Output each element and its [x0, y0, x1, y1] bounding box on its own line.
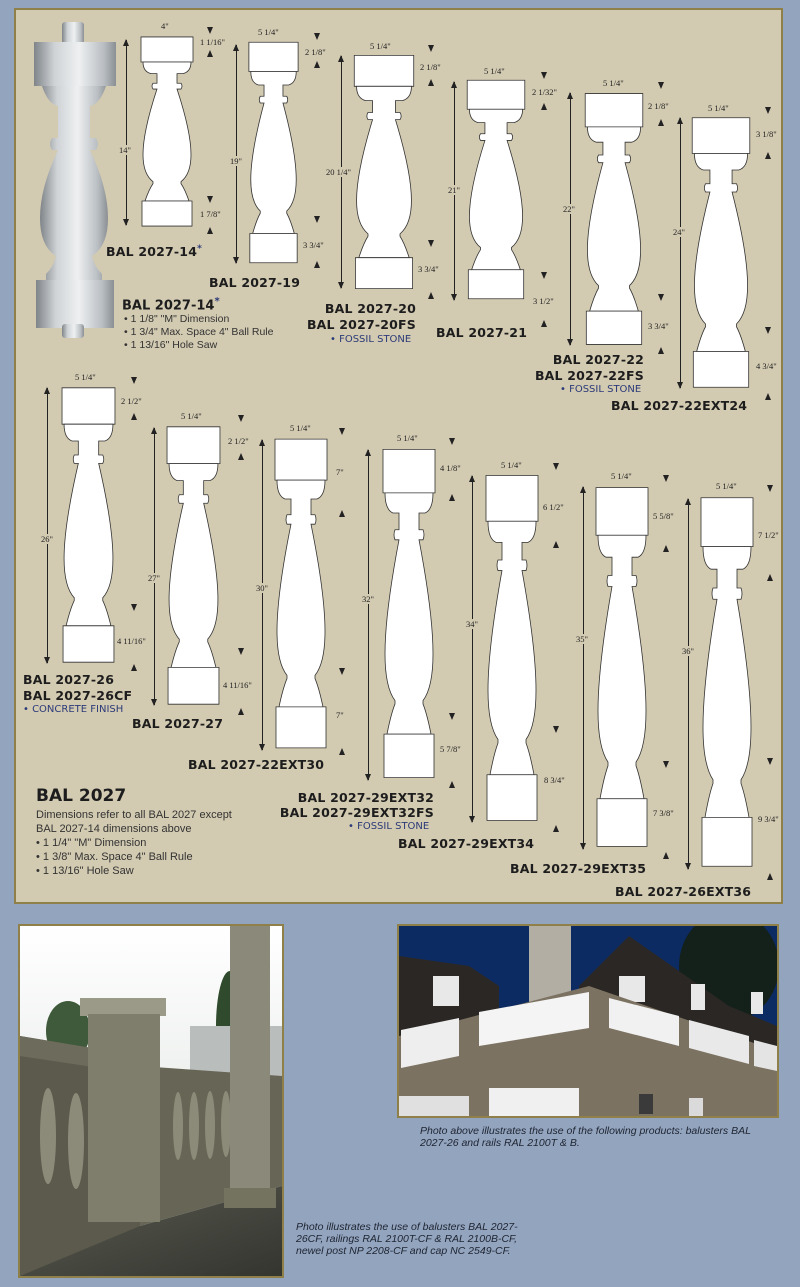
model-label: BAL 2027-22 [552, 352, 644, 367]
model-label: BAL 2027-29EXT32FS [279, 805, 434, 820]
arrow-up-icon [339, 510, 345, 517]
arrow-down-icon [541, 272, 547, 279]
baluster-drawing-2027-29ext35 [594, 484, 650, 850]
arrow-up-icon [339, 748, 345, 755]
arrow-up-icon [207, 227, 213, 234]
arrow-up-icon [767, 574, 773, 581]
height-dim: 20 1/4" [326, 167, 351, 177]
model-label: BAL 2027-22EXT24 [611, 398, 748, 413]
arrow-down-icon [553, 463, 559, 470]
height-dim: 36" [682, 646, 694, 656]
width-dim: 5 1/4" [484, 66, 505, 76]
arrow-down-icon [339, 428, 345, 435]
width-dim: 4" [161, 21, 169, 31]
arrow-down-icon [428, 45, 434, 52]
baluster-drawing-2027-26ext36 [699, 494, 755, 870]
top-dim: 3 1/8" [756, 129, 777, 139]
general-note-line: Dimensions refer to all BAL 2027 except [36, 809, 232, 821]
bottom-dim: 8 3/4" [544, 775, 565, 785]
model-label: BAL 2027-29EXT34 [398, 836, 535, 851]
arrow-down-icon [765, 327, 771, 334]
arrow-up-icon [314, 261, 320, 268]
arrow-down-icon [658, 82, 664, 89]
arrow-down-icon [663, 761, 669, 768]
hero-spec: • 1 1/8" "M" Dimension [124, 313, 273, 326]
general-note-line: BAL 2027-14 dimensions above [36, 823, 192, 835]
arrow-down-icon [663, 475, 669, 482]
hero-spec: • 1 3/4" Max. Space 4" Ball Rule [124, 326, 273, 339]
arrow-up-icon [207, 50, 213, 57]
baluster-drawing-2027-22ext24 [690, 115, 752, 390]
arrow-down-icon [428, 240, 434, 247]
width-dim: 5 1/4" [611, 471, 632, 481]
height-arrow [688, 499, 689, 869]
arrow-down-icon [207, 196, 213, 203]
porch-balustrade-photo [18, 924, 284, 1278]
arrow-down-icon [767, 485, 773, 492]
arrow-up-icon [663, 545, 669, 552]
asterisk-icon: * [214, 296, 220, 307]
baluster-3d-render-icon [28, 18, 120, 338]
model-label: BAL 2027-26CF [23, 688, 133, 703]
arrow-down-icon [553, 726, 559, 733]
arrow-up-icon [658, 119, 664, 126]
arrow-up-icon [765, 393, 771, 400]
top-dim: 2 1/2" [228, 436, 249, 446]
general-note-body [36, 808, 232, 878]
arrow-up-icon [765, 152, 771, 159]
height-dim: 21" [448, 185, 460, 195]
baluster-drawing-2027-22ext30 [273, 436, 329, 751]
hero-spec: • 1 13/16" Hole Saw [124, 339, 273, 352]
width-dim: 5 1/4" [75, 372, 96, 382]
asterisk-icon: * [197, 244, 203, 254]
height-dim: 32" [362, 594, 374, 604]
baluster-drawing-2027-21 [465, 78, 527, 301]
bottom-dim: 7 3/8" [653, 808, 674, 818]
height-arrow [126, 40, 127, 225]
left-photo-caption: Photo illustrates the use of balusters BAL 2027-26CF, railings RAL 2100T-CF & RAL 2100B-CF, newel post NP 2208-CF and cap NC 2549-CF. [296, 1221, 518, 1257]
model-label: BAL 2027-22EXT30 [188, 757, 325, 772]
top-dim: 2 1/32" [532, 87, 557, 97]
arrow-up-icon [553, 541, 559, 548]
baluster-drawing-2027-29ext32 [381, 446, 437, 781]
height-dim: 24" [673, 227, 685, 237]
height-dim: 35" [576, 634, 588, 644]
arrow-down-icon [541, 72, 547, 79]
height-dim: 30" [256, 583, 268, 593]
arrow-down-icon [314, 33, 320, 40]
general-note-spec: • 1 1/4" "M" Dimension [36, 836, 232, 850]
hero-specs [124, 313, 273, 352]
height-dim: 27" [148, 573, 160, 583]
height-dim: 14" [119, 145, 131, 155]
arrow-down-icon [207, 27, 213, 34]
top-dim: 6 1/2" [543, 502, 564, 512]
bottom-dim: 3 3/4" [648, 321, 669, 331]
bottom-dim: 3 3/4" [418, 264, 439, 274]
arrow-down-icon [131, 604, 137, 611]
arrow-down-icon [131, 377, 137, 384]
top-dim: 7 1/2" [758, 530, 779, 540]
bottom-dim: 7" [336, 710, 344, 720]
top-dim: 7" [336, 467, 344, 477]
height-dim: 34" [466, 619, 478, 629]
height-arrow [680, 118, 681, 388]
arrow-up-icon [658, 347, 664, 354]
arrow-down-icon [238, 648, 244, 655]
model-label: BAL 2027-19 [209, 275, 301, 290]
height-arrow [472, 476, 473, 822]
height-arrow [368, 450, 369, 780]
baluster-drawing-2027-27 [165, 424, 222, 707]
bottom-dim: 9 3/4" [758, 814, 779, 824]
top-dim: 5 5/8" [653, 511, 674, 521]
baluster-drawing-2027-19 [247, 40, 300, 265]
arrow-up-icon [449, 494, 455, 501]
height-arrow [262, 440, 263, 750]
general-note-spec: • 1 3/8" Max. Space 4" Ball Rule [36, 850, 232, 864]
stone-house-balustrade-photo [397, 924, 779, 1118]
finish-note: • FOSSIL STONE [348, 821, 430, 832]
model-label-text: BAL 2027-14 [106, 244, 198, 260]
height-arrow [47, 388, 48, 663]
bottom-dim: 5 7/8" [440, 744, 461, 754]
arrow-down-icon [658, 294, 664, 301]
general-note-spec: • 1 13/16" Hole Saw [36, 864, 232, 878]
general-note-title: BAL 2027 [36, 786, 127, 806]
top-dim: 2 1/2" [121, 396, 142, 406]
baluster-drawing-2027-26 [60, 385, 117, 665]
finish-note: • FOSSIL STONE [330, 334, 412, 345]
top-dim: 2 1/8" [305, 47, 326, 57]
arrow-up-icon [541, 320, 547, 327]
top-dim: 1 1/16" [200, 37, 225, 47]
arrow-up-icon [428, 292, 434, 299]
width-dim: 5 1/4" [708, 103, 729, 113]
height-dim: 26" [41, 534, 53, 544]
arrow-up-icon [131, 664, 137, 671]
bottom-dim: 1 7/8" [200, 209, 221, 219]
hero-title-text: BAL 2027-14 [122, 298, 215, 314]
model-label: BAL 2027-26 [23, 672, 115, 687]
width-dim: 5 1/4" [290, 423, 311, 433]
model-label [106, 244, 202, 259]
bottom-dim: 4 3/4" [756, 361, 777, 371]
arrow-up-icon [131, 413, 137, 420]
finish-note: • CONCRETE FINISH [23, 704, 124, 715]
height-dim: 22" [563, 204, 575, 214]
width-dim: 5 1/4" [258, 27, 279, 37]
top-dim: 2 1/8" [648, 101, 669, 111]
hero-title [122, 296, 220, 313]
arrow-up-icon [449, 781, 455, 788]
bottom-dim: 4 11/16" [117, 636, 146, 646]
model-label: BAL 2027-22FS [534, 368, 644, 383]
arrow-up-icon [767, 873, 773, 880]
finish-note: • FOSSIL STONE [560, 384, 642, 395]
height-arrow [154, 428, 155, 705]
top-dim: 2 1/8" [420, 62, 441, 72]
arrow-up-icon [238, 708, 244, 715]
model-label: BAL 2027-27 [132, 716, 224, 731]
arrow-up-icon [238, 453, 244, 460]
width-dim: 5 1/4" [501, 460, 522, 470]
height-arrow [570, 93, 571, 345]
model-label: BAL 2027-29EXT35 [510, 861, 647, 876]
arrow-up-icon [553, 825, 559, 832]
arrow-up-icon [428, 79, 434, 86]
right-photo-caption: Photo above illustrates the use of the following products: balusters BAL 2027-26 and rails RAL 2100T & B. [420, 1125, 751, 1149]
height-arrow [583, 487, 584, 849]
bottom-dim: 3 3/4" [303, 240, 324, 250]
baluster-drawing-2027-29ext34 [484, 472, 540, 824]
arrow-down-icon [449, 438, 455, 445]
arrow-down-icon [449, 713, 455, 720]
bottom-dim: 3 1/2" [533, 296, 554, 306]
baluster-drawing-2027-20 [352, 53, 416, 291]
model-label: BAL 2027-20 [324, 301, 416, 316]
width-dim: 5 1/4" [181, 411, 202, 421]
height-dim: 19" [230, 156, 242, 166]
model-label: BAL 2027-21 [436, 325, 528, 340]
arrow-down-icon [314, 216, 320, 223]
arrow-down-icon [767, 758, 773, 765]
height-arrow [236, 45, 237, 263]
arrow-down-icon [339, 668, 345, 675]
model-label: BAL 2027-29EXT32 [297, 790, 434, 805]
width-dim: 5 1/4" [603, 78, 624, 88]
width-dim: 5 1/4" [716, 481, 737, 491]
arrow-down-icon [238, 415, 244, 422]
width-dim: 5 1/4" [397, 433, 418, 443]
arrow-up-icon [663, 852, 669, 859]
model-label: BAL 2027-26EXT36 [615, 884, 752, 899]
top-dim: 4 1/8" [440, 463, 461, 473]
bottom-dim: 4 11/16" [223, 680, 252, 690]
arrow-down-icon [765, 107, 771, 114]
width-dim: 5 1/4" [370, 41, 391, 51]
model-label: BAL 2027-20FS [306, 317, 416, 332]
baluster-drawing-2027-14 [139, 35, 195, 228]
arrow-up-icon [541, 103, 547, 110]
arrow-up-icon [314, 61, 320, 68]
baluster-drawing-2027-22 [583, 91, 645, 347]
